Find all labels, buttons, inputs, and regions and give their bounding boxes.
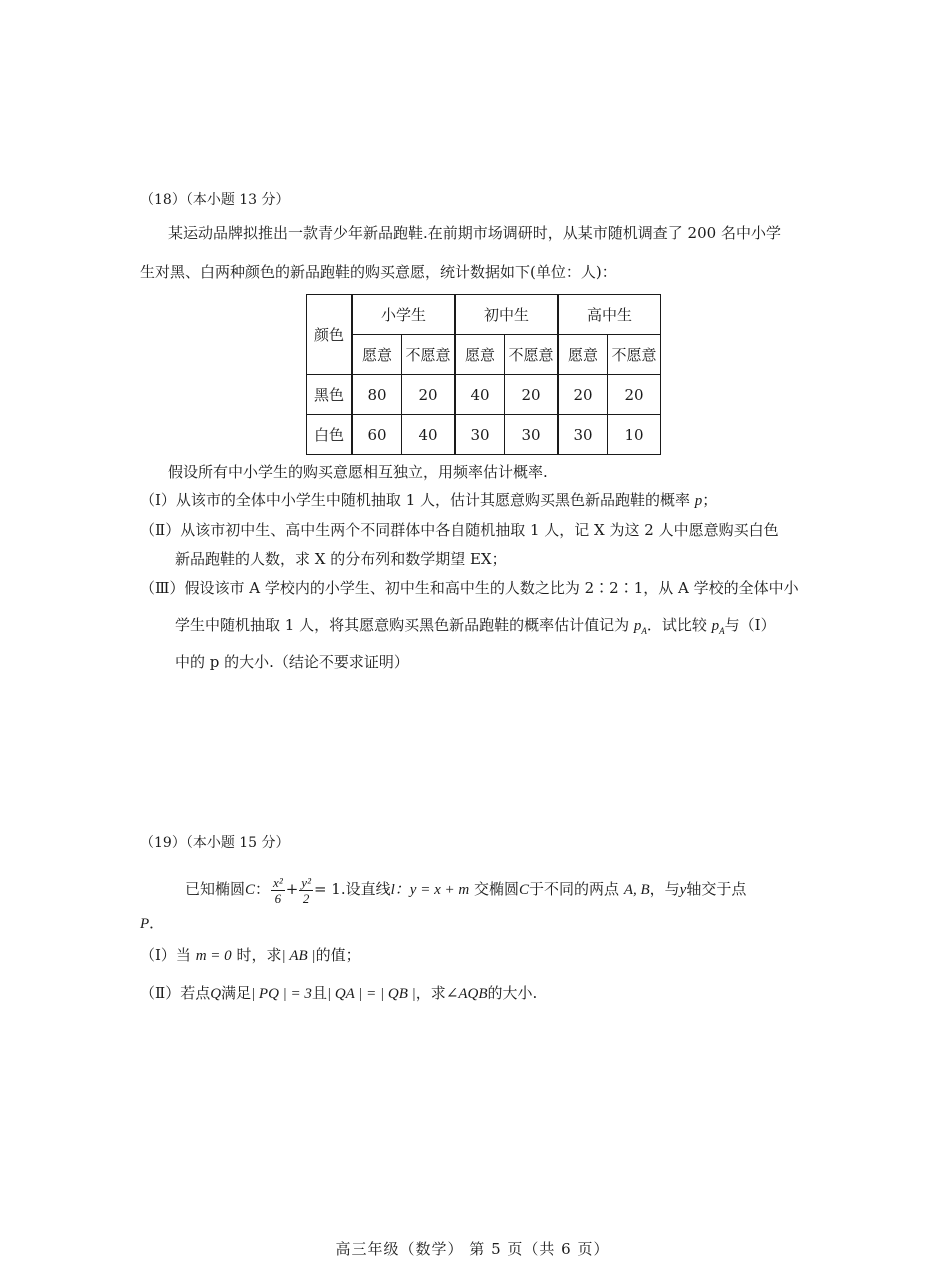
q18-part1-suffix: ； [702, 491, 718, 509]
sub-header: 愿意 [455, 335, 505, 375]
q19-part1: （Ⅰ）当 m = 0 时，求| AB |的值； [140, 946, 361, 964]
color-header: 颜色 [307, 295, 353, 375]
survey-table [306, 294, 661, 455]
q19-given-line1: 已知椭圆C： $\frac{\text{x²}}{6}$ + $\frac{\text{y²}}{2}$ = 1.设直线l：y = x + m 交椭圆C于不同的两点 A, B，与y轴交于点 [185, 874, 747, 906]
table-cell: 20 [558, 375, 608, 415]
row-label-white: 白色 [307, 415, 353, 455]
group-header-junior: 初中生 [455, 295, 558, 335]
table-cell: 40 [402, 415, 456, 455]
q18-part1-text: （Ⅰ）从该市的全体中小学生中随机抽取 1 人，估计其愿意购买黑色新品跑鞋的概率 [140, 491, 691, 509]
q18-part3-text-b: ．试比较 [646, 616, 707, 634]
table-cell: 10 [608, 415, 661, 455]
q19-part2: （Ⅱ）若点Q满足| PQ | = 3且| QA | = | QB |，求∠AQB的大小. [140, 984, 538, 1002]
table-cell: 20 [505, 375, 559, 415]
table-cell: 80 [352, 375, 402, 415]
q18-part2-line2: 新品跑鞋的人数，求 X 的分布列和数学期望 EX； [175, 550, 507, 568]
table-cell: 30 [505, 415, 559, 455]
q18-header: （18）（本小题 13 分） [140, 192, 290, 208]
fraction-y2-2: $\frac{\text{y²}}{2}$ [301, 874, 311, 906]
q19-given-line2: P． [140, 914, 165, 932]
sub-header: 不愿意 [402, 335, 456, 375]
q19-header: （19）（本小题 15 分） [140, 835, 290, 851]
table-cell: 30 [455, 415, 505, 455]
table-cell: 60 [352, 415, 402, 455]
sub-header: 愿意 [558, 335, 608, 375]
q18-intro-line2: 生对黑、白两种颜色的新品跑鞋的购买意愿，统计数据如下(单位：人)： [140, 263, 617, 281]
row-label-black: 黑色 [307, 375, 353, 415]
sub-header: 不愿意 [608, 335, 661, 375]
q18-part3-line1: （Ⅲ）假设该市 A 学校内的小学生、初中生和高中生的人数之比为 2∶2∶1，从 A 学校的全体中小 [140, 579, 799, 597]
table-cell: 20 [402, 375, 456, 415]
q18-part1 [140, 490, 717, 511]
table-cell: 40 [455, 375, 505, 415]
group-header-senior: 高中生 [558, 295, 661, 335]
group-header-primary: 小学生 [352, 295, 455, 335]
q18-part3-text-a: 学生中随机抽取 1 人，将其愿意购买黑色新品跑鞋的概率估计值记为 [175, 616, 630, 634]
var-pA: $p_A$ [633, 618, 647, 636]
page-footer: 高三年级（数学） 第 5 页（共 6 页） [335, 1240, 610, 1258]
q18-intro-line1: 某运动品牌拟推出一款青少年新品跑鞋.在前期市场调研时，从某市随机调查了 200 名中小学 [168, 224, 781, 242]
q18-part2-line1: （Ⅱ）从该市初中生、高中生两个不同群体中各自随机抽取 1 人，记 X 为这 2 人中愿意购买白色 [140, 521, 779, 539]
var-p: p [694, 493, 703, 509]
q18-assumption: 假设所有中小学生的购买意愿相互独立，用频率估计概率. [168, 463, 548, 481]
table-cell: 20 [608, 375, 661, 415]
q18-part3-text-c: 与（Ⅰ） [724, 616, 776, 634]
table-cell: 30 [558, 415, 608, 455]
sub-header: 不愿意 [505, 335, 559, 375]
var-pA: $p_A$ [711, 618, 725, 636]
q18-part3-line2 [175, 615, 776, 641]
fraction-x2-6: $\frac{\text{x²}}{6}$ [273, 874, 283, 906]
sub-header: 愿意 [352, 335, 402, 375]
q18-part3-line3: 中的 p 的大小.（结论不要求证明） [175, 653, 409, 671]
